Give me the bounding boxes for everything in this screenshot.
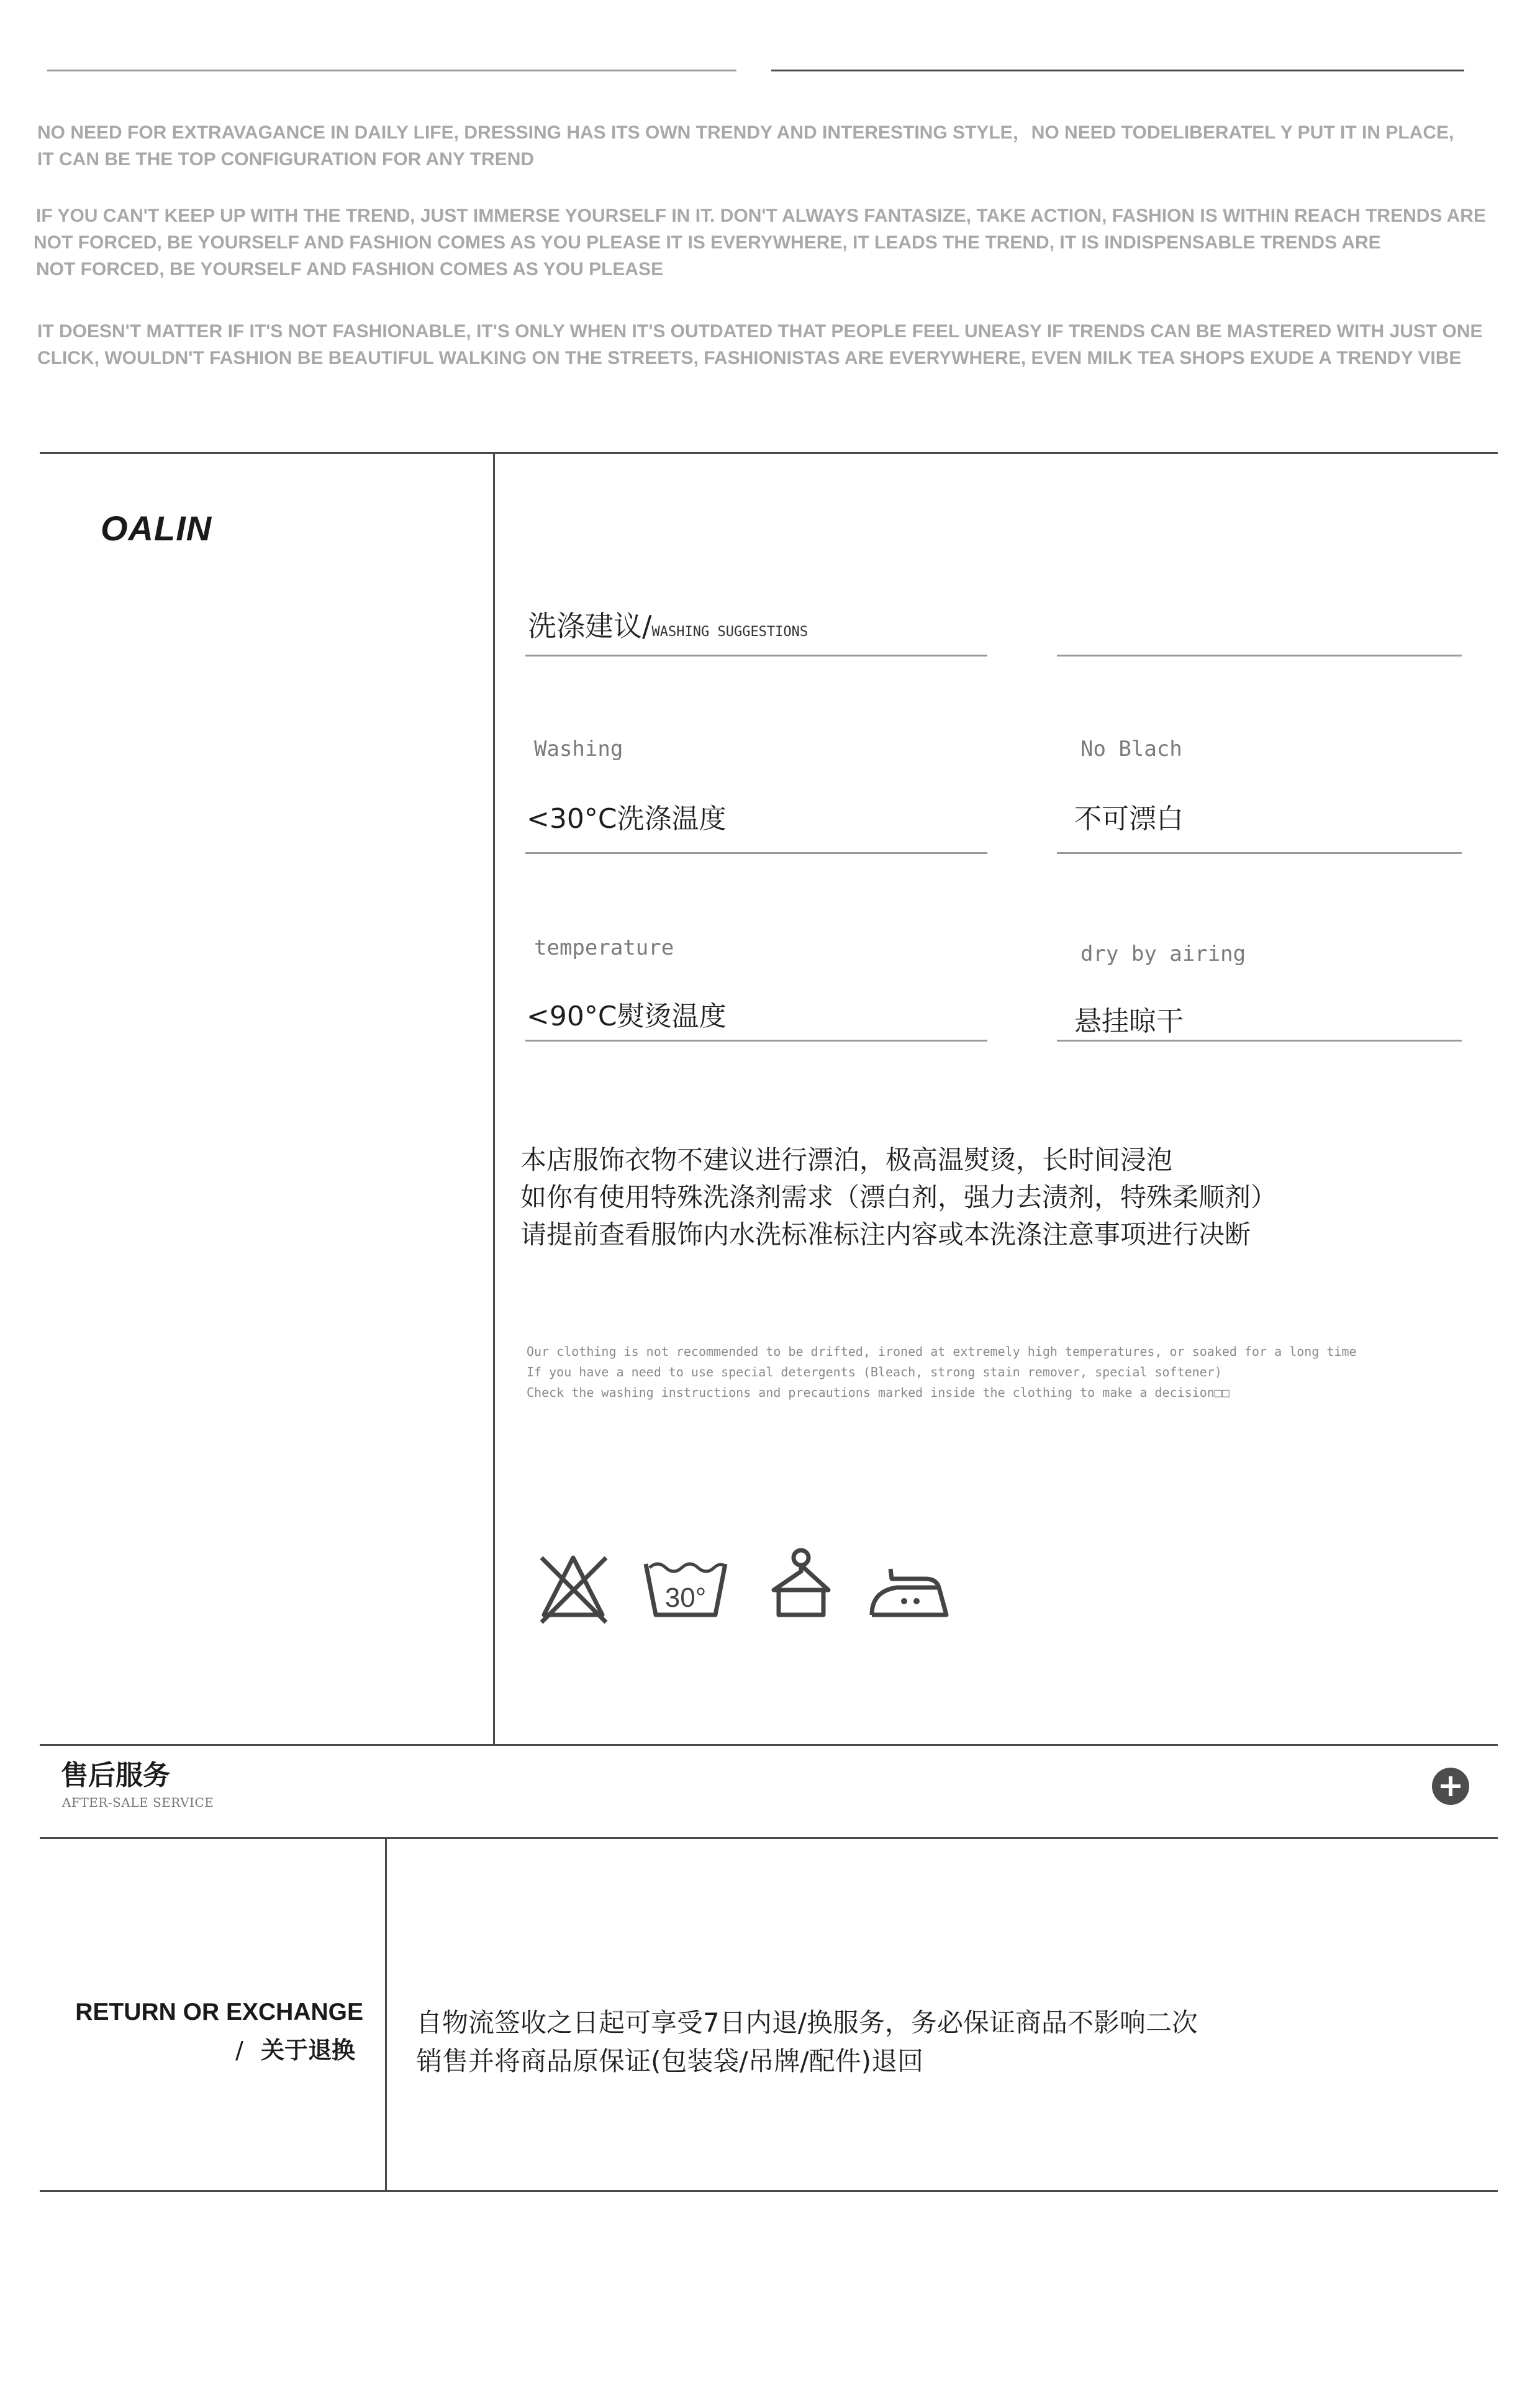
ironing-temperature-value: <90°C熨烫温度: [527, 1001, 727, 1032]
wash-temperature-label: 30°: [664, 1583, 707, 1613]
after-sale-bottom-border: [40, 2190, 1498, 2192]
washing-title-zh: 洗涤建议/: [528, 609, 652, 643]
after-sale-top-border: [40, 1837, 1498, 1839]
return-zh-label: 关于退换: [260, 2037, 355, 2064]
return-exchange-title-en: RETURN OR EXCHANGE: [75, 1999, 363, 2025]
hang-dry-icon: [774, 1550, 828, 1615]
washing-section-title: [528, 604, 808, 645]
brand-logo: OALIN: [101, 509, 212, 548]
return-exchange-title-zh: [235, 2031, 355, 2065]
top-divider-right: [771, 70, 1464, 71]
dry-label-en: dry by airing: [1080, 942, 1246, 966]
iron-medium-icon: [872, 1569, 946, 1615]
intro-paragraph-1: NO NEED FOR EXTRAVAGANCE IN DAILY LIFE, DRESSING HAS ITS OWN TRENDY AND INTERESTING STYLE，NO NEED TODELIBERATEL Y PUT IT IN PLACE, IT CAN BE THE TOP CONFIGURATION FOR ANY TREND: [37, 122, 1454, 170]
washing-section-top-border: [40, 452, 1498, 454]
temperature-label-en: temperature: [534, 935, 674, 960]
wash-30-icon: [646, 1564, 725, 1615]
washing-label-en: Washing: [534, 737, 623, 761]
washing-title-en: WASHING SUGGESTIONS: [651, 624, 808, 640]
bleach-label-en: No Blach: [1080, 737, 1182, 761]
after-sale-divider: [385, 1837, 387, 2191]
no-bleach-icon: [541, 1558, 606, 1622]
intro-paragraph-3: IT DOESN'T MATTER IF IT'S NOT FASHIONABLE, IT'S ONLY WHEN IT'S OUTDATED THAT PEOPLE FEEL UNEASY IF TRENDS CAN BE MASTERED WITH JUST ONE CLICK, WOULDN'T FASHION BE BEAUTIFUL WALKING ON THE STREETS, FASHIONISTAS ARE EVERYWHERE, EVEN MILK TEA SHOPS EXUDE A TRENDY VIBE: [37, 321, 1483, 368]
washing-notice-en: Our clothing is not recommended to be drifted, ironed at extremely high temperatures, or soaked for a long time If you have a need to use special detergents (Bleach, strong stain remover, special softener) Check the washing instructions and precautions marked inside the clothing to make a decision□□: [527, 1344, 1357, 1400]
dry-field-underline: [1057, 1040, 1462, 1042]
after-sale-title: 售后服务: [61, 1760, 170, 1791]
washing-section-bottom-border: [40, 1744, 1498, 1746]
washing-section-divider: [493, 452, 495, 1745]
return-policy-text: 自物流签收之日起可享受7日内退/换服务，务必保证商品不影响二次 销售并将商品原保证(包装袋/吊牌/配件)退回: [416, 2007, 1198, 2076]
intro-paragraph-2: IF YOU CAN'T KEEP UP WITH THE TREND, JUST IMMERSE YOURSELF IN IT. DON'T ALWAYS FANTASIZE, TAKE ACTION, FASHION IS WITHIN REACH TRENDS ARE NOT FORCED, BE YOURSELF AND FASHION COMES AS YOU PLEASE IT IS EVERYWHERE, IT LEADS THE TREND, IT IS INDISPENSABLE TRENDS ARE NOT FORCED, BE YOURSELF AND FASHION COMES AS YOU PLEASE: [34, 206, 1486, 279]
dry-value: 悬挂晾干: [1074, 1006, 1184, 1037]
top-divider-left: [47, 70, 736, 71]
care-icons: [539, 1547, 961, 1627]
washing-notice-zh: 本店服饰衣物不建议进行漂泊，极高温熨烫，长时间浸泡 如你有使用特殊洗涤剂需求（漂白剂，强力去渍剂，特殊柔顺剂） 请提前查看服饰内水洗标准标注内容或本洗涤注意事项进行决断: [520, 1145, 1277, 1250]
bleach-field-underline: [1057, 852, 1462, 854]
washing-field-underline: [525, 852, 987, 854]
return-slash: /: [235, 2037, 243, 2064]
bleach-value: 不可漂白: [1074, 803, 1184, 835]
washing-title-underline: [525, 655, 987, 656]
plus-circle-icon[interactable]: [1432, 1768, 1469, 1805]
after-sale-subtitle: AFTER-SALE SERVICE: [62, 1795, 214, 1810]
temperature-field-underline: [525, 1040, 987, 1042]
washing-temperature-value: <30°C洗涤温度: [527, 803, 727, 835]
washing-title-underline-right: [1057, 655, 1462, 656]
